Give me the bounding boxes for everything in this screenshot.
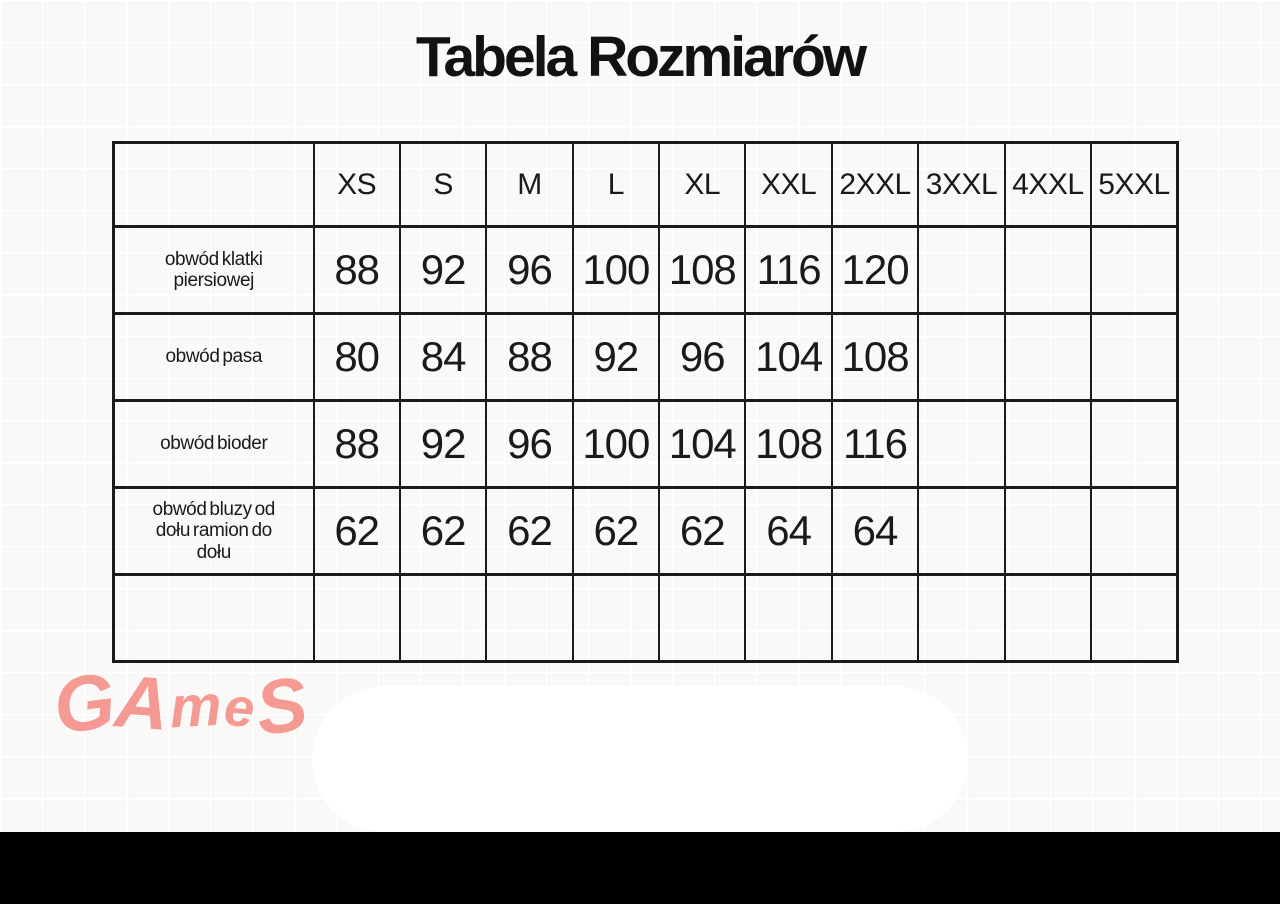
size-value-cell: 104 [659,401,745,488]
size-value-cell: 88 [314,401,400,488]
size-value-cell: 104 [745,314,831,401]
col-header-xs: XS [314,143,400,227]
brand-logo-letter: A [112,659,172,746]
size-value-cell [918,314,1004,401]
size-value-cell [486,575,572,662]
size-value-cell [1091,401,1177,488]
size-value-cell: 92 [400,227,486,314]
size-value-cell: 120 [832,227,918,314]
size-value-cell [400,575,486,662]
col-header-2xxl: 2XXL [832,143,918,227]
bottom-black-bar [0,832,1280,904]
row-label: obwód bioder [114,401,314,488]
brand-logo-letter: G [48,655,120,751]
size-value-cell [659,575,745,662]
size-table [112,141,1179,663]
brand-logo-letter: e [221,676,257,740]
size-value-cell: 84 [400,314,486,401]
table-row-hips [114,401,1178,488]
size-value-cell [573,575,659,662]
size-value-cell [1005,314,1091,401]
row-label [114,575,314,662]
row-label: obwód klatki piersiowej [114,227,314,314]
size-value-cell: 116 [832,401,918,488]
brand-logo [48,655,313,753]
size-value-cell: 64 [832,488,918,575]
col-header-empty [114,143,314,227]
size-value-cell: 100 [573,227,659,314]
size-value-cell: 62 [400,488,486,575]
brand-logo-letter: S [250,660,313,753]
col-header-4xxl: 4XXL [1005,143,1091,227]
col-header-m: M [486,143,572,227]
table-row-empty [114,575,1178,662]
size-value-cell: 62 [659,488,745,575]
size-value-cell: 108 [832,314,918,401]
size-value-cell: 96 [486,401,572,488]
col-header-xl: XL [659,143,745,227]
row-label: obwód pasa [114,314,314,401]
size-value-cell [1005,227,1091,314]
size-value-cell [745,575,831,662]
size-value-cell [1005,401,1091,488]
size-value-cell [1091,575,1177,662]
col-header-s: S [400,143,486,227]
size-value-cell [1091,488,1177,575]
size-value-cell: 100 [573,401,659,488]
size-value-cell [918,401,1004,488]
size-value-cell [1005,575,1091,662]
size-value-cell: 92 [573,314,659,401]
size-value-cell [918,575,1004,662]
col-header-3xxl: 3XXL [918,143,1004,227]
page-title: Tabela Rozmiarów [415,25,865,89]
size-value-cell: 64 [745,488,831,575]
white-highlight-blob [312,686,968,832]
size-value-cell [918,227,1004,314]
size-value-cell: 92 [400,401,486,488]
size-value-cell: 88 [486,314,572,401]
table-header-row [114,143,1178,227]
size-value-cell [1091,314,1177,401]
size-value-cell: 62 [486,488,572,575]
size-value-cell: 80 [314,314,400,401]
size-value-cell: 96 [659,314,745,401]
size-value-cell: 62 [314,488,400,575]
table-row-waist [114,314,1178,401]
size-value-cell: 116 [745,227,831,314]
size-value-cell [918,488,1004,575]
size-value-cell: 62 [573,488,659,575]
brand-logo-letter: m [168,672,224,741]
size-value-cell [1091,227,1177,314]
col-header-5xxl: 5XXL [1091,143,1177,227]
col-header-l: L [573,143,659,227]
size-value-cell [1005,488,1091,575]
size-value-cell: 96 [486,227,572,314]
size-value-cell [314,575,400,662]
size-value-cell: 88 [314,227,400,314]
size-value-cell: 108 [659,227,745,314]
table-row-chest [114,227,1178,314]
size-value-cell: 108 [745,401,831,488]
row-label: obwód bluzy od dołu ramion do dołu [114,488,314,575]
col-header-xxl: XXL [745,143,831,227]
size-value-cell [832,575,918,662]
table-row-sweatshirt-length [114,488,1178,575]
